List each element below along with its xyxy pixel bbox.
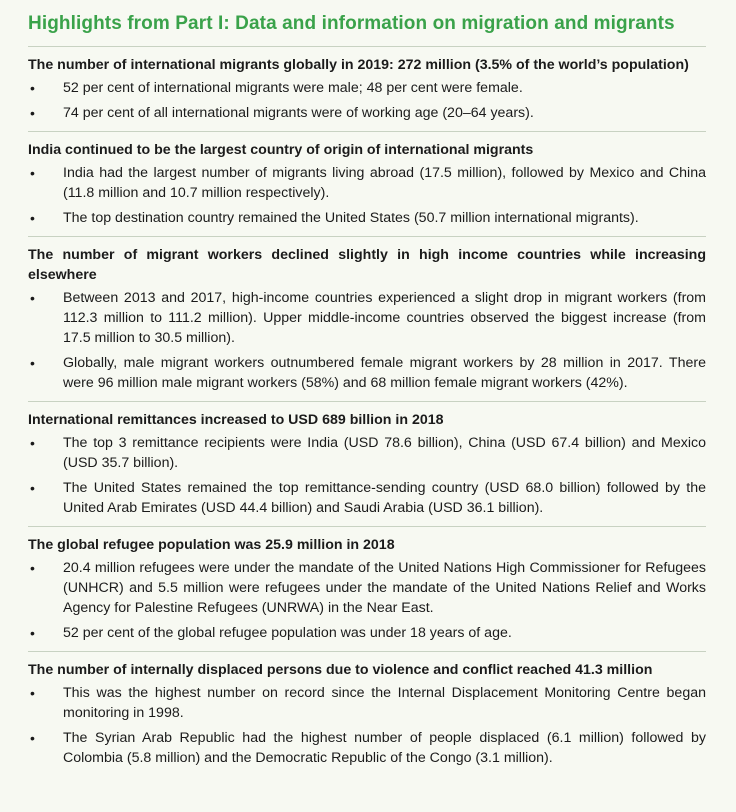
list-item-text: Between 2013 and 2017, high-income countries experienced a slight drop in migrant workers (from 112.3 million to 111.2 million). Upper middle-income countries observed the biggest increase (from 17.5 million to 30.5 million). <box>63 290 706 346</box>
bullet-icon: • <box>30 165 35 181</box>
bullet-icon: • <box>30 480 35 496</box>
list-item <box>28 623 706 643</box>
bullet-list <box>28 288 706 393</box>
list-item <box>28 433 706 473</box>
section-migrant-workers <box>28 236 706 393</box>
list-item-text: Globally, male migrant workers outnumbered female migrant workers by 28 million in 2017. There were 96 million male migrant workers (58%) and 68 million female migrant workers (42%). <box>63 355 706 391</box>
bullet-icon: • <box>30 730 35 746</box>
section-heading: The number of international migrants globally in 2019: 272 million (3.5% of the world’s population) <box>28 57 689 73</box>
list-item-text: 52 per cent of the global refugee population was under 18 years of age. <box>63 625 512 641</box>
bullet-icon: • <box>30 625 35 641</box>
bullet-list <box>28 433 706 518</box>
list-item-text: The top 3 remittance recipients were India (USD 78.6 billion), China (USD 67.4 billion) and Mexico (USD 35.7 billion). <box>63 435 706 471</box>
list-item-text: 74 per cent of all international migrants were of working age (20–64 years). <box>63 105 534 121</box>
list-item <box>28 78 706 98</box>
section-refugees <box>28 526 706 643</box>
section-remittances <box>28 401 706 518</box>
list-item-text: 52 per cent of international migrants were male; 48 per cent were female. <box>63 80 523 96</box>
list-item-text: The United States remained the top remittance-sending country (USD 68.0 billion) followed by the United Arab Emirates (USD 44.4 billion) and Saudi Arabia (USD 36.1 billion). <box>63 480 706 516</box>
list-item <box>28 478 706 518</box>
bullet-icon: • <box>30 210 35 226</box>
list-item <box>28 103 706 123</box>
section-heading: India continued to be the largest country of origin of international migrants <box>28 142 534 158</box>
bullet-icon: • <box>30 355 35 371</box>
bullet-list <box>28 163 706 228</box>
section-heading: The number of migrant workers declined slightly in high income countries while increasing elsewhere <box>28 247 706 283</box>
list-item <box>28 558 706 618</box>
section-heading: The global refugee population was 25.9 million in 2018 <box>28 537 395 553</box>
page-title: Highlights from Part I: Data and information on migration and migrants <box>28 13 675 34</box>
list-item-text: The top destination country remained the United States (50.7 million international migrants). <box>63 210 639 226</box>
list-item-text: This was the highest number on record since the Internal Displacement Monitoring Centre began monitoring in 1998. <box>63 685 706 721</box>
section-heading: The number of internally displaced persons due to violence and conflict reached 41.3 million <box>28 662 653 678</box>
list-item <box>28 683 706 723</box>
section-migrants-total <box>28 46 706 123</box>
bullet-list <box>28 558 706 643</box>
bullet-list <box>28 683 706 768</box>
list-item <box>28 353 706 393</box>
list-item-text: India had the largest number of migrants living abroad (17.5 million), followed by Mexico and China (11.8 million and 10.7 million respectively). <box>63 165 706 201</box>
section-heading: International remittances increased to USD 689 billion in 2018 <box>28 412 444 428</box>
bullet-icon: • <box>30 80 35 96</box>
list-item <box>28 288 706 348</box>
list-item <box>28 163 706 203</box>
section-india-origin <box>28 131 706 228</box>
bullet-icon: • <box>30 290 35 306</box>
list-item <box>28 208 706 228</box>
bullet-icon: • <box>30 560 35 576</box>
bullet-icon: • <box>30 685 35 701</box>
bullet-icon: • <box>30 105 35 121</box>
list-item <box>28 728 706 768</box>
list-item-text: The Syrian Arab Republic had the highest number of people displaced (6.1 million) followed by Colombia (5.8 million) and the Democratic Republic of the Congo (3.1 million). <box>63 730 706 766</box>
section-idps <box>28 651 706 768</box>
bullet-icon: • <box>30 435 35 451</box>
bullet-list <box>28 78 706 123</box>
list-item-text: 20.4 million refugees were under the mandate of the United Nations High Commissioner for Refugees (UNHCR) and 5.5 million were refugees under the mandate of the United Nations Relief and Works Agency for Palestine Refugees (UNRWA) in the Near East. <box>63 560 706 616</box>
